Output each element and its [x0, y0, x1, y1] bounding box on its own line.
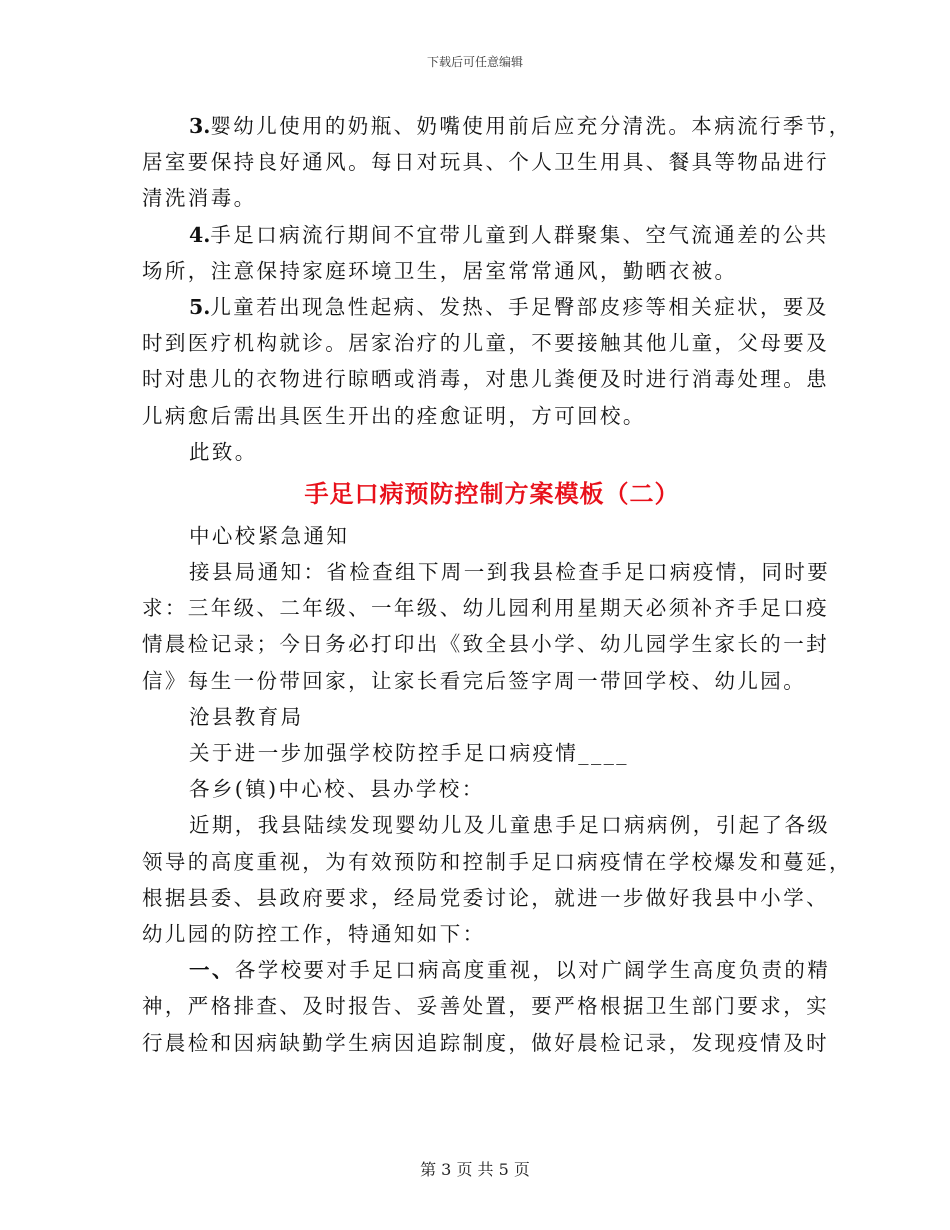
item-4-line-1: 4.手足口病流行期间不宜带儿童到人群聚集、空气流通差的公共	[189, 222, 829, 247]
closing: 此致。	[189, 439, 258, 464]
intro-line-4: 幼儿园的防控工作，特通知如下：	[142, 921, 486, 946]
item-number: 3.	[189, 114, 211, 138]
item-number: 5.	[189, 294, 211, 319]
intro-line-1: 近期，我县陆续发现婴幼儿及儿童患手足口病病例，引起了各级	[189, 813, 831, 838]
page-footer: 第 3 页 共 5 页	[420, 1160, 530, 1179]
item-4-line-2: 场所，注意保持家庭环境卫生，居室常常通风，勤晒衣被。	[142, 258, 738, 283]
issuer: 沧县教育局	[189, 704, 304, 729]
notice-line-3: 情晨检记录；今日务必打印出《致全县小学、幼儿园学生家长的一封	[142, 632, 829, 657]
document-body	[142, 108, 852, 1061]
item-number: 4.	[189, 222, 211, 247]
point-1-line-3: 行晨检和因病缺勤学生病因追踪制度，做好晨检记录，发现疫情及时	[142, 1030, 829, 1055]
point-label: 一、	[189, 958, 235, 983]
page-header: 下载后可任意编辑	[426, 55, 523, 69]
notice-heading: 中心校紧急通知	[189, 523, 350, 548]
intro-line-2: 领导的高度重视，为有效预防和控制手足口病疫情在学校爆发和蔓延，	[142, 849, 852, 874]
item-3-line-3: 清洗消毒。	[142, 186, 257, 211]
point-1-line-2: 神，严格排查、及时报告、妥善处置，要严格根据卫生部门要求，实	[142, 994, 829, 1019]
subject-line: 关于进一步加强学校防控手足口病疫情____	[189, 741, 629, 765]
item-5-line-1: 5.儿童若出现急性起病、发热、手足臀部皮疹等相关症状，要及	[189, 294, 829, 319]
notice-line-1: 接县局通知：省检查组下周一到我县检查手足口病疫情，同时要	[189, 560, 831, 585]
item-3-line-2: 居室要保持良好通风。每日对玩具、个人卫生用具、餐具等物品进行	[142, 150, 829, 175]
point-1-line-1: 一、各学校要对手足口病高度重视，以对广阔学生高度负责的精	[189, 958, 831, 983]
notice-line-4: 信》每生一份带回家，让家长看完后签字周一带回学校、幼儿园。	[142, 668, 807, 693]
item-3-line-1: 3.婴幼儿使用的奶瓶、奶嘴使用前后应充分清洗。本病流行季节，	[189, 114, 852, 138]
section-title: 手足口病预防控制方案模板（二）	[304, 479, 680, 508]
item-5-line-3: 时对患儿的衣物进行晾晒或消毒，对患儿粪便及时进行消毒处理。患	[142, 367, 829, 392]
notice-line-2: 求：三年级、二年级、一年级、幼儿园利用星期天必须补齐手足口疫	[142, 596, 829, 621]
item-5-line-4: 儿病愈后需出具医生开出的痊愈证明，方可回校。	[142, 403, 646, 428]
addressee: 各乡(镇)中心校、县办学校：	[189, 777, 485, 802]
intro-line-3: 根据县委、县政府要求，经局党委讨论，就进一步做好我县中小学、	[142, 885, 829, 910]
item-5-line-2: 时到医疗机构就诊。居家治疗的儿童，不要接触其他儿童，父母要及	[142, 331, 829, 356]
